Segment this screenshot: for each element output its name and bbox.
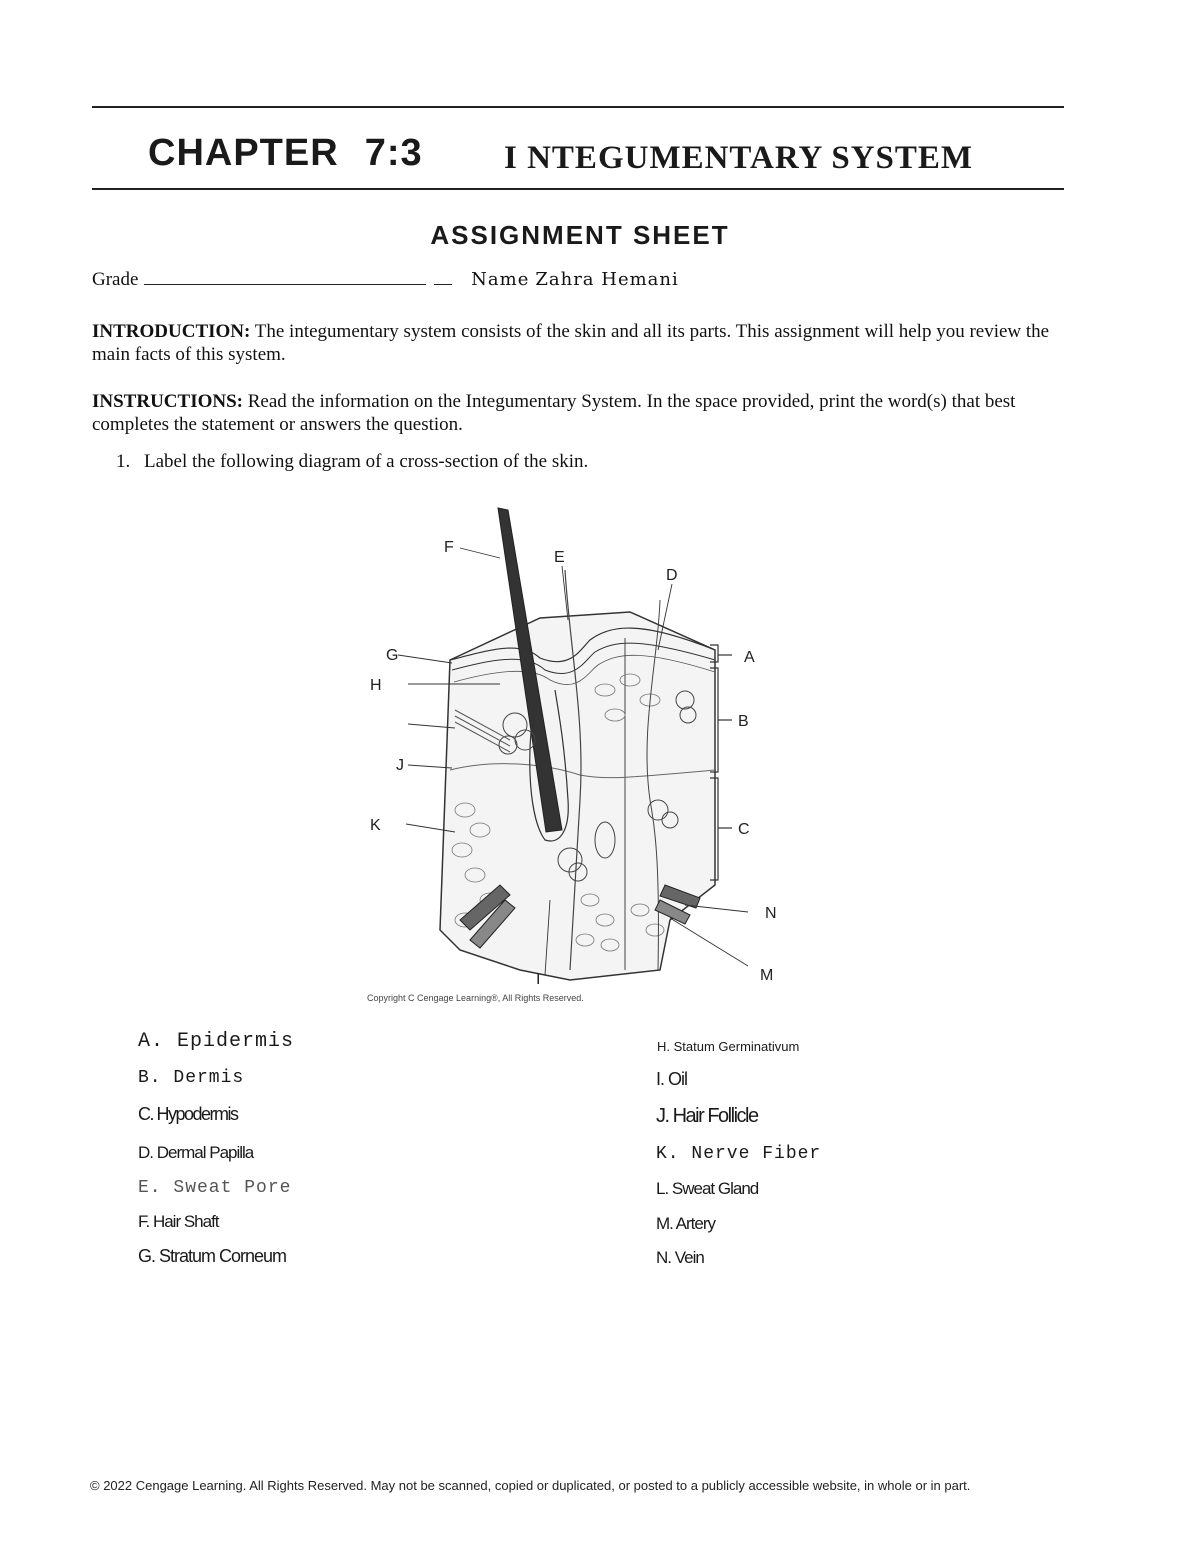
diagram-copyright: Copyright C Cengage Learning®, All Rights Reserved. [367, 993, 584, 1003]
answer-f: F. Hair Shaft [138, 1212, 219, 1231]
introduction [92, 320, 1072, 366]
answer-h: H. Statum Germinativum [657, 1039, 800, 1054]
diagram-label-g: G [386, 647, 399, 664]
diagram-label-m: M [760, 967, 774, 984]
skin-cross-section-diagram [340, 500, 820, 1020]
diagram-label-c: C [738, 821, 750, 838]
chapter-title: I NTEGUMENTARY SYSTEM [504, 140, 974, 176]
grade-field-tail [434, 266, 452, 285]
diagram-label-k: K [370, 817, 381, 834]
diagram-label-h: H [370, 677, 382, 694]
answer-m: M. Artery [656, 1214, 716, 1233]
diagram-label-e: E [554, 549, 565, 566]
footer-copyright: © 2022 Cengage Learning. All Rights Reserved. May not be scanned, copied or duplicated, or posted to a publicly accessible website, in whole or in part. [90, 1478, 971, 1493]
answer-j: J. Hair Follicle [656, 1105, 758, 1127]
answer-k: K. Nerve Fiber [656, 1144, 822, 1164]
skin-block [440, 612, 715, 980]
chapter-heading: CHAPTER 7:3 [148, 132, 423, 174]
answer-c: C. Hypodermis [138, 1104, 238, 1124]
grade-label: Grade [92, 269, 139, 290]
instructions-text: Read the information on the Integumentary System. In the space provided, print the word(s) that best completes the statement or answers the question. [92, 391, 1016, 435]
bottom-rule [92, 188, 1064, 190]
sheet-title: ASSIGNMENT SHEET [430, 220, 730, 250]
answer-e: E. Sweat Pore [138, 1178, 292, 1198]
answer-i: I. Oil [656, 1069, 688, 1089]
diagram-label-n: N [765, 905, 777, 922]
answer-d: D. Dermal Papilla [138, 1143, 254, 1162]
name-field[interactable]: Zahra Hemani [535, 269, 679, 290]
grade-name-line [92, 266, 679, 291]
diagram-label-b: B [738, 713, 749, 730]
answer-b: B. Dermis [138, 1068, 245, 1088]
answer-l: L. Sweat Gland [656, 1179, 759, 1198]
diagram-label-j: J [396, 757, 404, 774]
grade-field[interactable] [144, 266, 426, 285]
diagram-label-i: I [536, 971, 541, 988]
diagram-label-f: F [444, 539, 454, 556]
answer-a: A. Epidermis [138, 1030, 295, 1053]
answer-g: G. Stratum Corneum [138, 1246, 287, 1266]
answer-n: N. Vein [656, 1248, 704, 1267]
introduction-label: INTRODUCTION: [92, 321, 251, 342]
top-rule [92, 106, 1064, 108]
diagram-label-d: D [666, 567, 678, 584]
question-text: Label the following diagram of a cross-section of the skin. [144, 451, 589, 472]
instructions [92, 390, 1072, 436]
diagram-label-a: A [744, 649, 755, 666]
introduction-text: The integumentary system consists of the skin and all its parts. This assignment will help you review the main facts of this system. [92, 321, 1050, 365]
question-1 [116, 451, 588, 473]
instructions-label: INSTRUCTIONS: [92, 391, 243, 412]
name-label: Name [471, 269, 530, 290]
question-number: 1. [116, 451, 131, 472]
